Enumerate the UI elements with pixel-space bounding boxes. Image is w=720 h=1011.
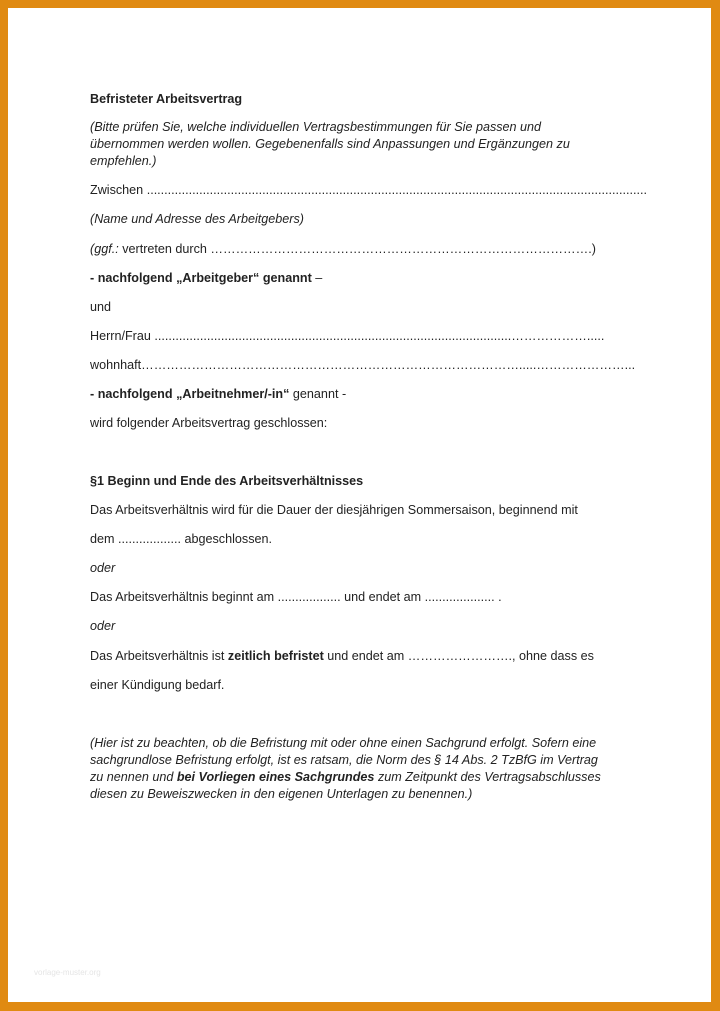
section1-heading: §1 Beginn und Ende des Arbeitsverhältnisses — [90, 474, 364, 488]
note-line-2: sachgrundlose Befristung erfolgt, ist es ratsam, die Norm des § 14 Abs. 2 TzBfG im Vertrag — [90, 753, 598, 767]
section1-line-5: einer Kündigung bedarf. — [90, 678, 225, 692]
note-line-4: diesen zu Beweiszwecken in den eigenen Unterlagen zu benennen.) — [90, 787, 473, 801]
intro-line-3: empfehlen.) — [90, 154, 157, 168]
note-line-3 — [90, 769, 601, 786]
intro-line-1: (Bitte prüfen Sie, welche individuellen Vertragsbestimmungen für Sie passen und — [90, 120, 542, 134]
employee-designation-bold: „Arbeitnehmer/-in“ — [176, 387, 290, 401]
herr-frau-line: Herrn/Frau ......................................................................................................………………..... — [90, 329, 605, 343]
section1-line-3: Das Arbeitsverhältnis beginnt am .................. und endet am .................... . — [90, 590, 502, 604]
section1-line-1: Das Arbeitsverhältnis wird für die Dauer der diesjährigen Sommersaison, beginnend mit — [90, 503, 578, 517]
intro-line-2: übernommen werden wollen. Gegebenenfalls sind Anpassungen und Ergänzungen zu — [90, 137, 570, 151]
note-line-3-post: zum Zeitpunkt des Vertragsabschlusses — [374, 770, 601, 784]
employer-designation-suffix: – — [311, 271, 323, 285]
wohnhaft-line: wohnhaft……………………………………………………………………………….....…………………... — [90, 358, 636, 372]
represented-line — [90, 241, 596, 258]
ggf-label: (ggf.: — [90, 242, 119, 256]
oder-1: oder — [90, 561, 116, 575]
zwischen-line: Zwischen ............................................................................................................................................... — [90, 183, 648, 197]
section1-line-4-post: und endet am ……………………., ohne dass es — [323, 649, 594, 663]
employee-designation — [90, 386, 346, 403]
note-line-3-pre: zu nennen und — [90, 770, 177, 784]
document-page — [8, 8, 711, 1002]
employer-name-hint: (Name und Adresse des Arbeitgebers) — [90, 212, 304, 226]
section1-line-4 — [90, 648, 594, 665]
section1-line-4-bold: zeitlich befristet — [227, 649, 324, 663]
concluded-line: wird folgender Arbeitsvertrag geschlossen: — [90, 416, 328, 430]
oder-2: oder — [90, 619, 116, 633]
document-title: Befristeter Arbeitsvertrag — [90, 92, 243, 106]
note-line-1: (Hier ist zu beachten, ob die Befristung mit oder ohne einen Sachgrund erfolgt. Sofern eine — [90, 736, 597, 750]
employer-designation — [90, 270, 322, 287]
section1-line-4-pre: Das Arbeitsverhältnis ist — [90, 649, 228, 663]
employer-designation-bold: „Arbeitgeber“ genannt — [176, 271, 312, 285]
note-line-3-bold: bei Vorliegen eines Sachgrundes — [176, 770, 375, 784]
employee-designation-suffix: genannt - — [289, 387, 347, 401]
watermark: vorlage-muster.org — [34, 968, 101, 977]
employer-designation-prefix: - nachfolgend — [90, 271, 177, 285]
represented-text: vertreten durch ……………………………………………………………………………….) — [118, 242, 596, 256]
employee-designation-prefix: - nachfolgend — [90, 387, 177, 401]
und-line: und — [90, 300, 112, 314]
section1-line-2: dem .................. abgeschlossen. — [90, 532, 272, 546]
